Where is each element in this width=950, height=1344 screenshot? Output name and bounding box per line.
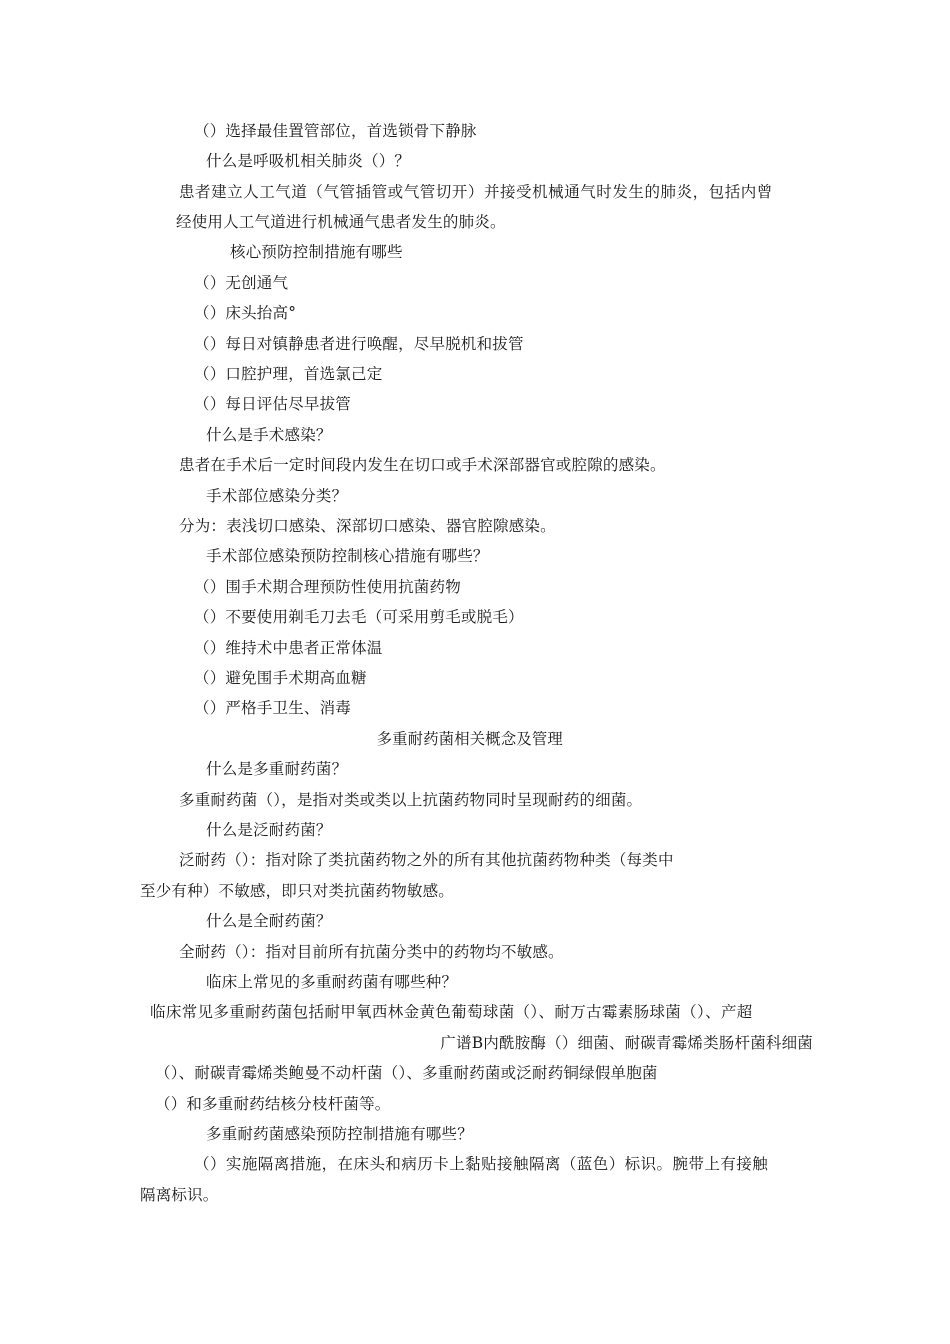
question-heading: 什么是多重耐药菌？ (206, 760, 348, 778)
list-item: （）每日评估尽早拔管 (194, 395, 352, 413)
paragraph-line: 隔离标识。 (140, 1186, 219, 1204)
question-heading: 手术部位感染预防控制核心措施有哪些？ (206, 547, 489, 565)
list-item: （）口腔护理，首选氯己定 (194, 365, 383, 383)
question-heading: 什么是手术感染？ (206, 426, 332, 444)
list-item: （）维持术中患者正常体温 (194, 639, 383, 657)
paragraph-line: 广谱B内酰胺酶（）细菌、耐碳青霉烯类肠杆菌科细菌 (440, 1034, 813, 1052)
list-item: （）无创通气 (194, 274, 289, 292)
paragraph-line: （）和多重耐药结核分枝杆菌等。 (155, 1095, 391, 1113)
question-heading: 核心预防控制措施有哪些 (230, 243, 403, 261)
question-heading: 多重耐药菌感染预防控制措施有哪些？ (206, 1125, 473, 1143)
paragraph-line: 患者在手术后一定时间段内发生在切口或手术深部器官或腔隙的感染。 (179, 456, 666, 474)
list-item: （）每日对镇静患者进行唤醒，尽早脱机和拔管 (194, 335, 524, 353)
question-heading: 什么是呼吸机相关肺炎（）？ (206, 152, 411, 170)
text-line: （）选择最佳置管部位，首选锁骨下静脉 (194, 122, 477, 140)
paragraph-line: 至少有种）不敏感，即只对类抗菌药物敏感。 (140, 882, 455, 900)
list-item: （）避免围手术期高血糖 (194, 669, 367, 687)
paragraph-line: 全耐药（）：指对目前所有抗菌分类中的药物均不敏感。 (179, 943, 564, 961)
list-item: （）严格手卫生、消毒 (194, 699, 352, 717)
list-item: （）围手术期合理预防性使用抗菌药物 (194, 578, 461, 596)
paragraph-line: （）实施隔离措施，在床头和病历卡上黏贴接触隔离（蓝色）标识。腕带上有接触 (194, 1155, 769, 1173)
section-title: 多重耐药菌相关概念及管理 (376, 730, 563, 748)
paragraph-line: 临床常见多重耐药菌包括耐甲氧西林金黄色葡萄球菌（）、耐万古霉素肠球菌（）、产超 (150, 1003, 753, 1021)
list-item: （）床头抬高° (194, 304, 297, 322)
question-heading: 什么是泛耐药菌？ (206, 821, 332, 839)
list-item: （）不要使用剃毛刀去毛（可采用剪毛或脱毛） (194, 608, 524, 626)
paragraph-line: 分为：表浅切口感染、深部切口感染、器官腔隙感染。 (179, 517, 556, 535)
paragraph-line: （）、耐碳青霉烯类鲍曼不动杆菌（）、多重耐药菌或泛耐药铜绿假单胞菌 (155, 1064, 658, 1082)
question-heading: 临床上常见的多重耐药菌有哪些种？ (206, 973, 458, 991)
question-heading: 什么是全耐药菌？ (206, 912, 332, 930)
paragraph-line: 泛耐药（）：指对除了类抗菌药物之外的所有其他抗菌药物种类（每类中 (179, 851, 674, 869)
paragraph-line: 患者建立人工气道（气管插管或气管切开）并接受机械通气时发生的肺炎，包括内曾 (179, 183, 773, 201)
paragraph-line: 经使用人工气道进行机械通气患者发生的肺炎。 (176, 213, 506, 231)
paragraph-line: 多重耐药菌（），是指对类或类以上抗菌药物同时呈现耐药的细菌。 (179, 791, 643, 809)
question-heading: 手术部位感染分类？ (206, 487, 348, 505)
